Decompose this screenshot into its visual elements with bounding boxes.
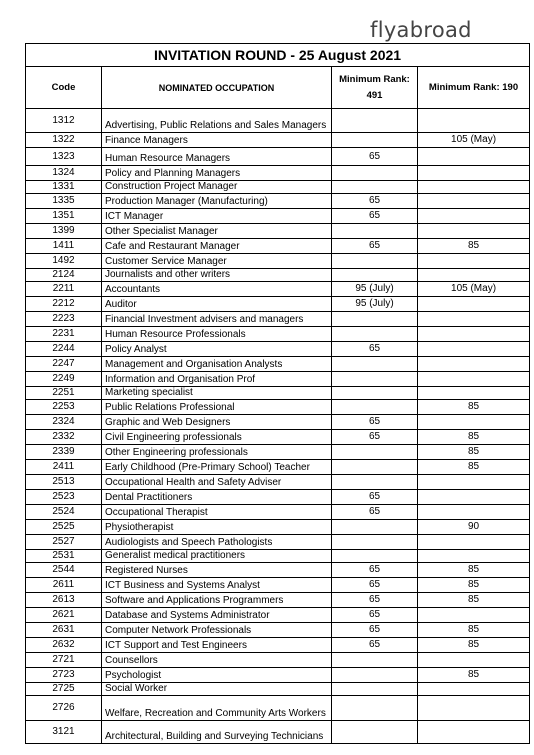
row-rank-190: 85 bbox=[418, 593, 530, 608]
row-rank-190: 85 bbox=[418, 623, 530, 638]
row-occupation: Management and Organisation Analysts bbox=[102, 357, 332, 372]
row-rank-190 bbox=[418, 490, 530, 505]
table-row bbox=[26, 520, 530, 535]
row-rank-190 bbox=[418, 209, 530, 224]
row-occupation: Physiotherapist bbox=[102, 520, 332, 535]
row-rank-491: 65 bbox=[332, 430, 418, 445]
row-rank-491 bbox=[332, 683, 418, 696]
row-rank-190 bbox=[418, 327, 530, 342]
row-rank-190: 85 bbox=[418, 400, 530, 415]
table-body bbox=[26, 109, 530, 744]
table-row bbox=[26, 342, 530, 357]
row-rank-190: 105 (May) bbox=[418, 282, 530, 297]
row-rank-190: 85 bbox=[418, 445, 530, 460]
row-rank-491 bbox=[332, 668, 418, 683]
table-row bbox=[26, 209, 530, 224]
row-rank-491 bbox=[332, 133, 418, 148]
header-rank-190: Minimum Rank: 190 bbox=[418, 67, 530, 109]
row-rank-491: 65 bbox=[332, 342, 418, 357]
row-rank-491: 65 bbox=[332, 505, 418, 520]
row-rank-491: 65 bbox=[332, 148, 418, 166]
table-row bbox=[26, 254, 530, 269]
row-code: 2513 bbox=[26, 475, 102, 490]
table-row bbox=[26, 490, 530, 505]
table-row bbox=[26, 593, 530, 608]
row-rank-190: 85 bbox=[418, 578, 530, 593]
table-row bbox=[26, 535, 530, 550]
row-rank-190: 85 bbox=[418, 668, 530, 683]
table-row bbox=[26, 696, 530, 721]
row-code: 1399 bbox=[26, 224, 102, 239]
row-code: 2611 bbox=[26, 578, 102, 593]
row-rank-491 bbox=[332, 327, 418, 342]
row-rank-491: 65 bbox=[332, 563, 418, 578]
row-rank-190 bbox=[418, 109, 530, 133]
table-row bbox=[26, 668, 530, 683]
row-occupation: Customer Service Manager bbox=[102, 254, 332, 269]
row-rank-491 bbox=[332, 520, 418, 535]
row-code: 2411 bbox=[26, 460, 102, 475]
row-rank-491: 95 (July) bbox=[332, 297, 418, 312]
row-occupation: Welfare, Recreation and Community Arts Workers bbox=[102, 696, 332, 721]
row-occupation: Human Resource Managers bbox=[102, 148, 332, 166]
table-row bbox=[26, 166, 530, 181]
table-row bbox=[26, 282, 530, 297]
row-occupation: Journalists and other writers bbox=[102, 269, 332, 282]
row-occupation: Construction Project Manager bbox=[102, 181, 332, 194]
row-rank-190 bbox=[418, 166, 530, 181]
row-rank-190 bbox=[418, 269, 530, 282]
row-rank-190 bbox=[418, 608, 530, 623]
row-rank-190 bbox=[418, 148, 530, 166]
table-row bbox=[26, 109, 530, 133]
row-rank-190 bbox=[418, 683, 530, 696]
row-code: 2544 bbox=[26, 563, 102, 578]
row-rank-190: 105 (May) bbox=[418, 133, 530, 148]
row-rank-491 bbox=[332, 696, 418, 721]
invitation-round-table bbox=[25, 43, 530, 744]
row-code: 2721 bbox=[26, 653, 102, 668]
row-rank-190 bbox=[418, 372, 530, 387]
row-occupation: Marketing specialist bbox=[102, 387, 332, 400]
row-code: 2726 bbox=[26, 696, 102, 721]
row-code: 2253 bbox=[26, 400, 102, 415]
row-rank-190 bbox=[418, 357, 530, 372]
table-row bbox=[26, 653, 530, 668]
row-occupation: Registered Nurses bbox=[102, 563, 332, 578]
row-code: 2531 bbox=[26, 550, 102, 563]
row-occupation: Auditor bbox=[102, 297, 332, 312]
row-rank-190 bbox=[418, 387, 530, 400]
row-code: 2723 bbox=[26, 668, 102, 683]
row-code: 2223 bbox=[26, 312, 102, 327]
brand-watermark: flyabroad bbox=[370, 18, 472, 42]
row-rank-190: 85 bbox=[418, 239, 530, 254]
table-row bbox=[26, 181, 530, 194]
table-row bbox=[26, 608, 530, 623]
row-code: 2244 bbox=[26, 342, 102, 357]
row-rank-491: 65 bbox=[332, 415, 418, 430]
table-row bbox=[26, 721, 530, 744]
row-occupation: Graphic and Web Designers bbox=[102, 415, 332, 430]
table-row bbox=[26, 578, 530, 593]
row-code: 2725 bbox=[26, 683, 102, 696]
table-row bbox=[26, 683, 530, 696]
table-row bbox=[26, 638, 530, 653]
row-rank-190 bbox=[418, 696, 530, 721]
row-rank-491 bbox=[332, 387, 418, 400]
row-rank-190 bbox=[418, 224, 530, 239]
row-occupation: Policy and Planning Managers bbox=[102, 166, 332, 181]
table-row bbox=[26, 415, 530, 430]
row-rank-190 bbox=[418, 721, 530, 744]
row-code: 1492 bbox=[26, 254, 102, 269]
table-row bbox=[26, 505, 530, 520]
header-occupation: NOMINATED OCCUPATION bbox=[102, 67, 332, 109]
row-code: 1312 bbox=[26, 109, 102, 133]
row-occupation: Financial Investment advisers and managers bbox=[102, 312, 332, 327]
row-rank-190 bbox=[418, 653, 530, 668]
row-rank-491 bbox=[332, 312, 418, 327]
row-occupation: ICT Manager bbox=[102, 209, 332, 224]
row-rank-190 bbox=[418, 342, 530, 357]
row-rank-491: 65 bbox=[332, 194, 418, 209]
row-occupation: Occupational Health and Safety Adviser bbox=[102, 475, 332, 490]
row-code: 1351 bbox=[26, 209, 102, 224]
row-rank-190: 85 bbox=[418, 460, 530, 475]
row-code: 2249 bbox=[26, 372, 102, 387]
row-rank-491 bbox=[332, 535, 418, 550]
row-rank-491 bbox=[332, 224, 418, 239]
row-occupation: Architectural, Building and Surveying Technicians bbox=[102, 721, 332, 744]
row-rank-491: 65 bbox=[332, 490, 418, 505]
row-occupation: Civil Engineering professionals bbox=[102, 430, 332, 445]
row-code: 1324 bbox=[26, 166, 102, 181]
table-row bbox=[26, 133, 530, 148]
row-code: 1335 bbox=[26, 194, 102, 209]
row-rank-190: 85 bbox=[418, 638, 530, 653]
row-occupation: Cafe and Restaurant Manager bbox=[102, 239, 332, 254]
row-occupation: ICT Business and Systems Analyst bbox=[102, 578, 332, 593]
row-code: 2124 bbox=[26, 269, 102, 282]
row-code: 2251 bbox=[26, 387, 102, 400]
row-occupation: Accountants bbox=[102, 282, 332, 297]
table-row bbox=[26, 327, 530, 342]
row-rank-491: 65 bbox=[332, 638, 418, 653]
row-occupation: Generalist medical practitioners bbox=[102, 550, 332, 563]
table-row bbox=[26, 563, 530, 578]
row-code: 2212 bbox=[26, 297, 102, 312]
row-rank-491 bbox=[332, 475, 418, 490]
row-rank-491: 65 bbox=[332, 209, 418, 224]
row-code: 2247 bbox=[26, 357, 102, 372]
row-code: 2332 bbox=[26, 430, 102, 445]
table-row bbox=[26, 550, 530, 563]
row-code: 2211 bbox=[26, 282, 102, 297]
row-rank-190 bbox=[418, 550, 530, 563]
table-row bbox=[26, 224, 530, 239]
row-occupation: Computer Network Professionals bbox=[102, 623, 332, 638]
row-rank-491 bbox=[332, 269, 418, 282]
row-rank-491: 65 bbox=[332, 593, 418, 608]
table-row bbox=[26, 387, 530, 400]
row-rank-190 bbox=[418, 181, 530, 194]
row-rank-190 bbox=[418, 475, 530, 490]
row-rank-190 bbox=[418, 297, 530, 312]
row-rank-491 bbox=[332, 653, 418, 668]
row-occupation: Other Engineering professionals bbox=[102, 445, 332, 460]
table-row bbox=[26, 194, 530, 209]
row-code: 2621 bbox=[26, 608, 102, 623]
row-occupation: Psychologist bbox=[102, 668, 332, 683]
row-rank-491: 65 bbox=[332, 608, 418, 623]
row-rank-190 bbox=[418, 415, 530, 430]
row-rank-190 bbox=[418, 254, 530, 269]
row-occupation: Human Resource Professionals bbox=[102, 327, 332, 342]
table-row bbox=[26, 475, 530, 490]
row-occupation: Counsellors bbox=[102, 653, 332, 668]
table-row bbox=[26, 372, 530, 387]
row-code: 2525 bbox=[26, 520, 102, 535]
row-occupation: Information and Organisation Prof bbox=[102, 372, 332, 387]
row-rank-491 bbox=[332, 166, 418, 181]
row-occupation: ICT Support and Test Engineers bbox=[102, 638, 332, 653]
row-occupation: Policy Analyst bbox=[102, 342, 332, 357]
table-row bbox=[26, 148, 530, 166]
row-rank-491 bbox=[332, 357, 418, 372]
table-row bbox=[26, 269, 530, 282]
row-rank-190 bbox=[418, 505, 530, 520]
row-rank-491 bbox=[332, 181, 418, 194]
row-occupation: Occupational Therapist bbox=[102, 505, 332, 520]
row-rank-491: 65 bbox=[332, 623, 418, 638]
row-occupation: Dental Practitioners bbox=[102, 490, 332, 505]
row-occupation: Other Specialist Manager bbox=[102, 224, 332, 239]
row-rank-190 bbox=[418, 535, 530, 550]
row-code: 2324 bbox=[26, 415, 102, 430]
row-rank-491 bbox=[332, 721, 418, 744]
row-code: 2524 bbox=[26, 505, 102, 520]
row-occupation: Social Worker bbox=[102, 683, 332, 696]
row-rank-491 bbox=[332, 254, 418, 269]
row-rank-190 bbox=[418, 312, 530, 327]
row-code: 2631 bbox=[26, 623, 102, 638]
row-rank-190: 85 bbox=[418, 430, 530, 445]
table-row bbox=[26, 623, 530, 638]
row-rank-190 bbox=[418, 194, 530, 209]
row-code: 3121 bbox=[26, 721, 102, 744]
row-rank-491 bbox=[332, 400, 418, 415]
row-rank-491 bbox=[332, 550, 418, 563]
row-code: 1411 bbox=[26, 239, 102, 254]
row-occupation: Public Relations Professional bbox=[102, 400, 332, 415]
table-row bbox=[26, 239, 530, 254]
table-title: INVITATION ROUND - 25 August 2021 bbox=[26, 44, 530, 67]
row-occupation: Production Manager (Manufacturing) bbox=[102, 194, 332, 209]
row-rank-491 bbox=[332, 109, 418, 133]
row-occupation: Database and Systems Administrator bbox=[102, 608, 332, 623]
row-code: 2527 bbox=[26, 535, 102, 550]
row-rank-491 bbox=[332, 445, 418, 460]
row-code: 1322 bbox=[26, 133, 102, 148]
row-rank-190: 90 bbox=[418, 520, 530, 535]
row-rank-491: 95 (July) bbox=[332, 282, 418, 297]
table-row bbox=[26, 460, 530, 475]
row-code: 2339 bbox=[26, 445, 102, 460]
row-rank-491 bbox=[332, 460, 418, 475]
table-row bbox=[26, 445, 530, 460]
row-rank-190: 85 bbox=[418, 563, 530, 578]
row-rank-491: 65 bbox=[332, 578, 418, 593]
table-row bbox=[26, 297, 530, 312]
row-occupation: Software and Applications Programmers bbox=[102, 593, 332, 608]
row-rank-491 bbox=[332, 372, 418, 387]
row-occupation: Finance Managers bbox=[102, 133, 332, 148]
row-code: 1323 bbox=[26, 148, 102, 166]
row-code: 2231 bbox=[26, 327, 102, 342]
table-row bbox=[26, 357, 530, 372]
table-row bbox=[26, 400, 530, 415]
row-occupation: Early Childhood (Pre-Primary School) Teacher bbox=[102, 460, 332, 475]
row-occupation: Audiologists and Speech Pathologists bbox=[102, 535, 332, 550]
row-code: 1331 bbox=[26, 181, 102, 194]
row-rank-491: 65 bbox=[332, 239, 418, 254]
row-code: 2523 bbox=[26, 490, 102, 505]
table-row bbox=[26, 312, 530, 327]
header-rank-491: Minimum Rank: 491 bbox=[332, 67, 418, 109]
row-occupation: Advertising, Public Relations and Sales Managers bbox=[102, 109, 332, 133]
row-code: 2632 bbox=[26, 638, 102, 653]
row-code: 2613 bbox=[26, 593, 102, 608]
table-row bbox=[26, 430, 530, 445]
header-code: Code bbox=[26, 67, 102, 109]
